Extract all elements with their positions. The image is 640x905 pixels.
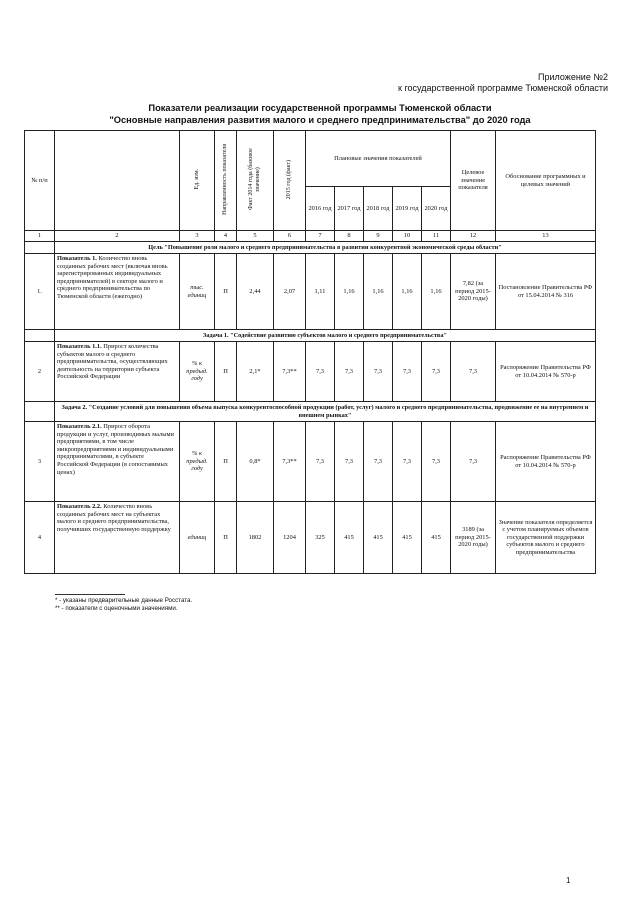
header-num: № п/п [25,131,55,231]
row-plan-2020: 7,3 [422,342,451,402]
row-num: 1. [25,254,55,330]
row-name-bold: Показатель 1.1. [57,343,102,350]
row-plan-2017: 7,3 [335,342,364,402]
row-name-bold: Показатель 1. [57,255,97,262]
page-title: Показатели реализации государственной программы Тюменской области [148,103,492,113]
row-name-text: Количество вновь созданных рабочих мест (включая вновь зарегистрированных индивидуальных предпринимателей) в секторе малого и среднего предпринимательства по Тюменской области (ежегодно) [57,255,168,300]
header-basis: Обоснование программных и целевых значений [496,131,596,231]
task2-row: Задача 2. "Создание условий для повышения объема выпуска конкурентоспособной продукции (работ, услуг) малого и среднего предпринимательства, продвижение ее на внутреннем и внешнем рынках" [55,402,596,422]
header-name [55,131,180,231]
header-direction: Направленность показателя [222,143,228,215]
colnum: 8 [335,231,364,242]
indicators-table [24,130,596,574]
row-fact2015: 2,07 [274,254,306,330]
row-unit: % к предыд. году [180,342,215,402]
row-plan-2020: 415 [422,502,451,574]
row-plan-2018: 7,3 [364,342,393,402]
row-num: 3 [25,422,55,502]
row-plan-2020: 1,16 [422,254,451,330]
row-plan-2019: 1,16 [393,254,422,330]
table-row [25,254,596,330]
row-num: 2 [25,342,55,402]
page-subtitle: "Основные направления развития малого и среднего предпринимательства" до 2020 года [109,115,531,125]
colnum: 1 [25,231,55,242]
header-fact2014: Факт 2014 года (базовое значение) [248,148,261,211]
colnum: 13 [496,231,596,242]
appendix-label: Приложение №2 [538,72,608,82]
row-basis: Значение показателя определяется с учетом планируемых объемов государственной поддержки субъектов малого и среднего предпринимательства [496,502,596,574]
table-row [25,422,596,502]
row-plan-2016: 1,11 [306,254,335,330]
row-target: 7,3 [451,342,496,402]
row-plan-2018: 415 [364,502,393,574]
row-name-text: Прирост количества субъектов малого и среднего предпринимательства, осуществляющих деятельность на территории субъекта Российской Федерации [57,343,168,381]
table-row [25,342,596,402]
row-plan-2017: 1,16 [335,254,364,330]
row-name [55,422,180,502]
colnum: 10 [393,231,422,242]
header-target: Целевое значение показателя [451,131,496,231]
table-row [25,502,596,574]
colnum: 4 [215,231,237,242]
row-fact2015: 1204 [274,502,306,574]
colnum: 7 [306,231,335,242]
row-plan-2019: 7,3 [393,342,422,402]
header-planned: Плановые значения показателей [306,131,451,187]
row-target: 3189 (за период 2015-2020 годы) [451,502,496,574]
row-plan-2016: 7,3 [306,342,335,402]
row-name-text: Количество вновь созданных рабочих мест на субъектах малого и среднего предпринимательства, получивших государственную поддержку [57,503,171,533]
header-year-2020: 2020 год [422,187,451,231]
header-year-2016: 2016 год [306,187,335,231]
row-basis: Постановление Правительства РФ от 15.04.2014 № 316 [496,254,596,330]
header-year-2017: 2017 год [335,187,364,231]
row-plan-2019: 415 [393,502,422,574]
row-basis: Распоряжение Правительства РФ от 10.04.2014 № 570-р [496,422,596,502]
colnum: 11 [422,231,451,242]
colnum: 2 [55,231,180,242]
colnum: 5 [237,231,274,242]
row-plan-2017: 7,3 [335,422,364,502]
row-direction: П [215,422,237,502]
colnum: 9 [364,231,393,242]
appendix-subtitle: к государственной программе Тюменской области [398,83,608,93]
colnum: 12 [451,231,496,242]
row-target: 7,82 (за период 2015-2020 годы) [451,254,496,330]
row-name [55,502,180,574]
row-fact2015: 7,3** [274,342,306,402]
row-plan-2016: 325 [306,502,335,574]
row-name-bold: Показатель 2.1. [57,423,102,430]
row-plan-2018: 1,16 [364,254,393,330]
footnote-estimated: ** - показатели с оценочными значениями. [55,605,178,612]
goal-row: Цель "Повышение роли малого и среднего предпринимательства в развитии конкурентной экономической среды области" [55,242,596,254]
header-unit: Ед. изм. [193,168,200,190]
row-plan-2018: 7,3 [364,422,393,502]
column-number-row [25,231,596,242]
row-name-bold: Показатель 2.2. [57,503,102,510]
row-direction: П [215,502,237,574]
header-year-2019: 2019 год [393,187,422,231]
row-plan-2019: 7,3 [393,422,422,502]
row-target: 7,3 [451,422,496,502]
page-number: 1 [566,876,571,885]
row-name-text: Прирост оборота продукции и услуг, производимых малыми предприятиями, в том числе микропредприятиями и индивидуальными предпринимателями, в субъекте Российской Федерации (в сопоставимых ценах) [57,423,174,476]
row-direction: П [215,342,237,402]
row-basis: Распоряжение Правительства РФ от 10.04.2014 № 570-р [496,342,596,402]
row-name [55,342,180,402]
row-unit: единиц [180,502,215,574]
row-fact2014: 0,8* [237,422,274,502]
row-direction: П [215,254,237,330]
row-unit: % к предыд. году [180,422,215,502]
footnote-divider [55,594,125,595]
colnum: 3 [180,231,215,242]
row-plan-2016: 7,3 [306,422,335,502]
row-fact2015: 7,3** [274,422,306,502]
task1-row: Задача 1. "Содействие развитию субъектов малого и среднего предпринимательства" [55,330,596,342]
row-name [55,254,180,330]
row-num: 4 [25,502,55,574]
footnote-preliminary: * - указаны предварительные данные Росстата. [55,597,193,604]
row-fact2014: 2,44 [237,254,274,330]
header-year-2018: 2018 год [364,187,393,231]
row-fact2014: 1802 [237,502,274,574]
colnum: 6 [274,231,306,242]
row-fact2014: 2,1* [237,342,274,402]
row-plan-2017: 415 [335,502,364,574]
header-fact2015: 2015 год (факт) [286,159,292,199]
row-plan-2020: 7,3 [422,422,451,502]
row-unit: тыс. единиц [180,254,215,330]
